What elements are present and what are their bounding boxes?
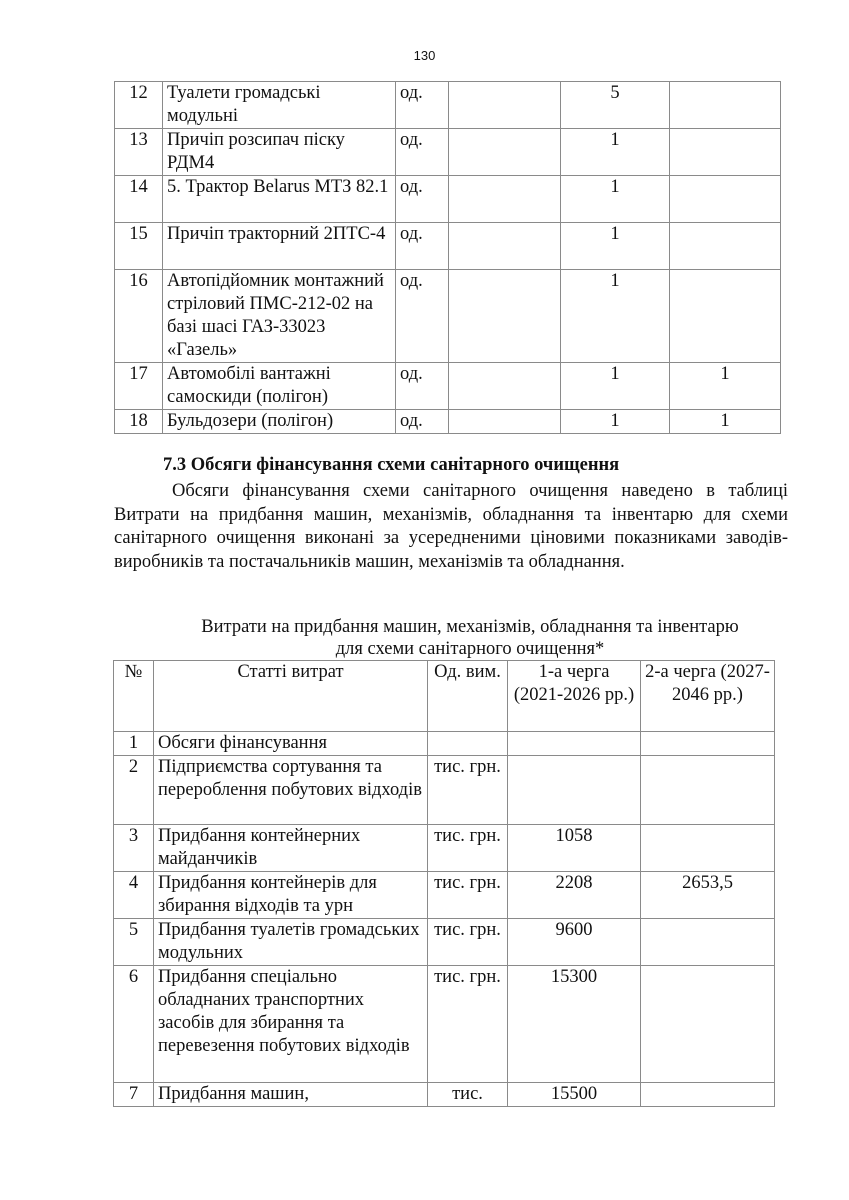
row-number: 2 — [114, 756, 154, 825]
empty-cell — [449, 270, 561, 363]
header-stage1: 1-а черга (2021-2026 рр.) — [508, 661, 641, 732]
section-paragraph — [114, 480, 788, 574]
cost-item: Придбання контейнерів для збирання відходів та урн — [154, 872, 428, 919]
table-header-row — [114, 661, 775, 732]
stage2-value — [641, 756, 775, 825]
quantity: 1 — [561, 176, 670, 223]
row-number: 6 — [114, 966, 154, 1083]
empty-cell — [449, 223, 561, 270]
table-row — [115, 82, 781, 129]
paragraph-text: Обсяги фінансування схеми санітарного очищення наведено в таблиці Витрати на придбання машин, механізмів, обладнання та інвентарю для схеми санітарного очищення виконані за усередненими ціновими показниками заводів-виробників та постачальників машин, механізмів та обладнання. — [114, 481, 788, 572]
row-number: 1 — [114, 732, 154, 756]
table-row — [114, 919, 775, 966]
quantity: 5 — [561, 82, 670, 129]
equipment-table — [114, 81, 781, 434]
table-row — [115, 223, 781, 270]
quantity: 1 — [561, 270, 670, 363]
unit: тис. грн. — [428, 872, 508, 919]
stage2-value: 2653,5 — [641, 872, 775, 919]
stage1-value: 15500 — [508, 1083, 641, 1107]
cost-item: Підприємства сортування та перероблення побутових відходів — [154, 756, 428, 825]
table-row — [114, 1083, 775, 1107]
row-number: 5 — [114, 919, 154, 966]
row-number: 12 — [115, 82, 163, 129]
unit: од. — [396, 223, 449, 270]
item-name: Автомобілі вантажні самоскиди (полігон) — [163, 363, 396, 410]
row-number: 7 — [114, 1083, 154, 1107]
section-heading: 7.3 Обсяги фінансування схеми санітарного очищення — [163, 455, 620, 475]
table-row — [115, 363, 781, 410]
table-row — [114, 756, 775, 825]
cost-item: Придбання спеціально обладнаних транспортних засобів для збирання та перевезення побутових відходів — [154, 966, 428, 1083]
header-item: Статті витрат — [154, 661, 428, 732]
cost-item: Придбання туалетів громадських модульних — [154, 919, 428, 966]
table-row — [114, 825, 775, 872]
empty-cell — [449, 410, 561, 434]
quantity-2 — [670, 129, 781, 176]
table-row — [115, 129, 781, 176]
header-unit: Од. вим. — [428, 661, 508, 732]
unit: од. — [396, 363, 449, 410]
unit: тис. грн. — [428, 756, 508, 825]
header-no: № — [114, 661, 154, 732]
stage2-value — [641, 732, 775, 756]
item-name: Причіп тракторний 2ПТС-4 — [163, 223, 396, 270]
quantity-2 — [670, 176, 781, 223]
table-row — [115, 176, 781, 223]
cost-item: Придбання машин, — [154, 1083, 428, 1107]
item-name: Бульдозери (полігон) — [163, 410, 396, 434]
header-stage2: 2-а черга (2027-2046 рр.) — [641, 661, 775, 732]
item-name: Туалети громадські модульні — [163, 82, 396, 129]
quantity: 1 — [561, 129, 670, 176]
table-row — [114, 872, 775, 919]
caption-line-1: Витрати на придбання машин, механізмів, обладнання та інвентарю — [201, 617, 739, 637]
stage1-value: 15300 — [508, 966, 641, 1083]
unit: тис. грн. — [428, 966, 508, 1083]
row-number: 4 — [114, 872, 154, 919]
stage1-value: 2208 — [508, 872, 641, 919]
row-number: 15 — [115, 223, 163, 270]
quantity-2 — [670, 82, 781, 129]
stage2-value — [641, 825, 775, 872]
item-name: 5. Трактор Belarus МТЗ 82.1 — [163, 176, 396, 223]
table-row — [114, 966, 775, 1083]
row-number: 16 — [115, 270, 163, 363]
unit: од. — [396, 410, 449, 434]
unit: од. — [396, 176, 449, 223]
stage2-value — [641, 966, 775, 1083]
row-number: 14 — [115, 176, 163, 223]
empty-cell — [449, 176, 561, 223]
quantity: 1 — [561, 363, 670, 410]
caption-line-2: для схеми санітарного очищення* — [335, 639, 605, 659]
quantity-2: 1 — [670, 363, 781, 410]
cost-table — [113, 660, 775, 1107]
row-number: 17 — [115, 363, 163, 410]
row-number: 18 — [115, 410, 163, 434]
stage2-value — [641, 919, 775, 966]
table-caption — [140, 616, 800, 660]
quantity-2: 1 — [670, 410, 781, 434]
empty-cell — [449, 129, 561, 176]
stage2-value — [641, 1083, 775, 1107]
unit: од. — [396, 82, 449, 129]
stage1-value — [508, 732, 641, 756]
page-number: 130 — [413, 48, 436, 63]
row-number: 3 — [114, 825, 154, 872]
quantity-2 — [670, 223, 781, 270]
unit: од. — [396, 270, 449, 363]
empty-cell — [449, 363, 561, 410]
empty-cell — [449, 82, 561, 129]
table-row — [114, 732, 775, 756]
unit: од. — [396, 129, 449, 176]
quantity: 1 — [561, 410, 670, 434]
table-row — [115, 410, 781, 434]
quantity: 1 — [561, 223, 670, 270]
cost-item: Придбання контейнерних майданчиків — [154, 825, 428, 872]
unit — [428, 732, 508, 756]
stage1-value: 1058 — [508, 825, 641, 872]
table-row — [115, 270, 781, 363]
unit: тис. — [428, 1083, 508, 1107]
unit: тис. грн. — [428, 825, 508, 872]
unit: тис. грн. — [428, 919, 508, 966]
quantity-2 — [670, 270, 781, 363]
item-name: Автопідйомник монтажний стріловий ПМС-212-02 на базі шасі ГАЗ-33023 «Газель» — [163, 270, 396, 363]
stage1-value — [508, 756, 641, 825]
row-number: 13 — [115, 129, 163, 176]
cost-item: Обсяги фінансування — [154, 732, 428, 756]
item-name: Причіп розсипач піску РДМ4 — [163, 129, 396, 176]
stage1-value: 9600 — [508, 919, 641, 966]
